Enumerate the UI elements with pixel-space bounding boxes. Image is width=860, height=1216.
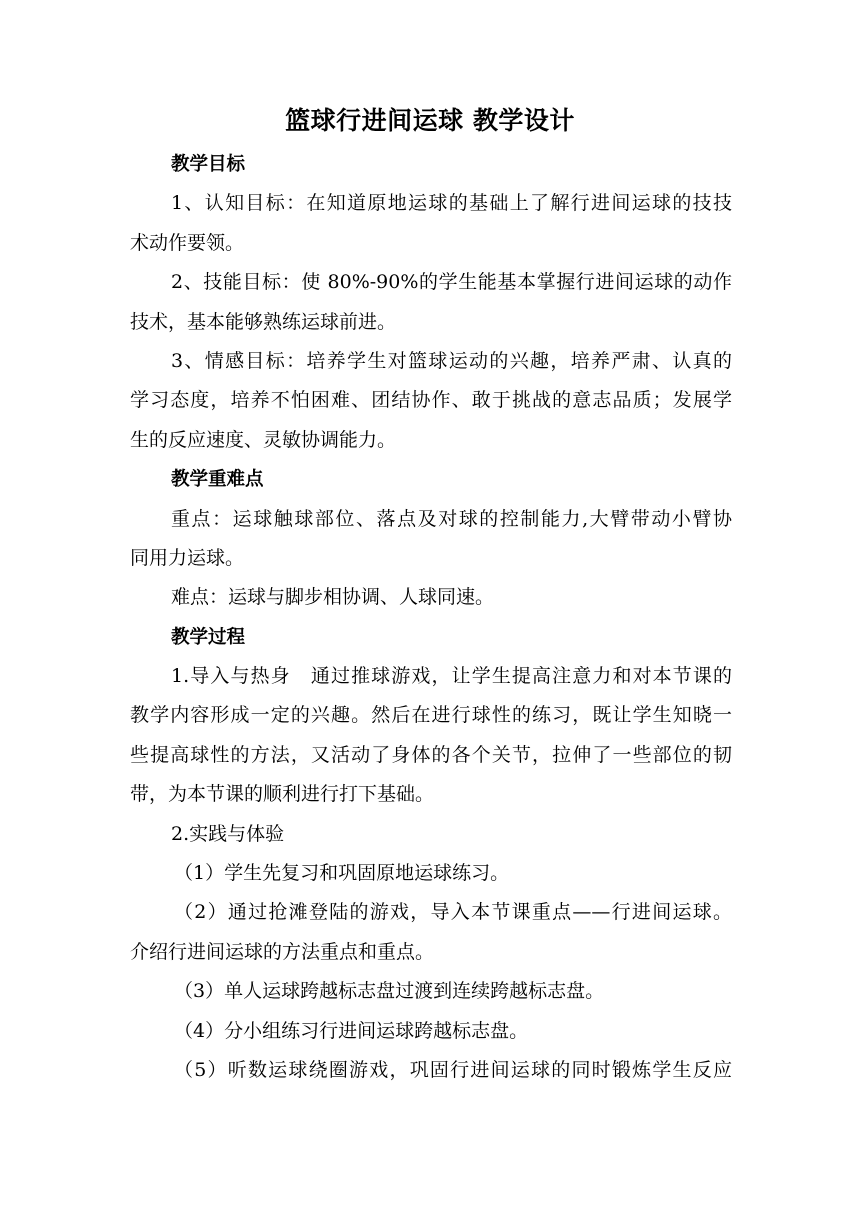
paragraph-step2-line-2: 介绍行进间运球的方法重点和重点。 bbox=[130, 940, 435, 963]
paragraph-step5-line-1: （5）听数运球绕圈游戏，巩固行进间运球的同时锻炼学生反应 bbox=[174, 1058, 732, 1081]
paragraph-warmup-line-2: 教学内容形成一定的兴趣。然后在进行球性的练习，既让学生知晓一 bbox=[130, 704, 732, 727]
paragraph-difficulty-line-1: 难点：运球与脚步相协调、人球同速。 bbox=[171, 586, 495, 609]
paragraph-warmup-line-4: 带，为本节课的顺利进行打下基础。 bbox=[130, 783, 435, 806]
paragraph-focus-line-1: 重点：运球触球部位、落点及对球的控制能力,大臂带动小臂协 bbox=[171, 507, 732, 530]
document-title: 篮球行进间运球 教学设计 bbox=[285, 106, 575, 135]
paragraph-step2-line-1: （2）通过抢滩登陆的游戏，导入本节课重点——行进间运球。 bbox=[174, 901, 732, 924]
paragraph-step1-line-1: （1）学生先复习和巩固原地运球练习。 bbox=[174, 862, 510, 885]
section-heading-objectives: 教学目标 bbox=[171, 154, 246, 175]
paragraph-step3-line-1: （3）单人运球跨越标志盘过渡到连续跨越标志盘。 bbox=[174, 980, 605, 1003]
section-heading-process: 教学过程 bbox=[171, 626, 246, 648]
paragraph-warmup-line-3: 些提高球性的方法，又活动了身体的各个关节，拉伸了一些部位的韧 bbox=[130, 743, 732, 766]
paragraph-step4-line-1: （4）分小组练习行进间运球跨越标志盘。 bbox=[174, 1019, 529, 1042]
document-body bbox=[130, 145, 732, 1090]
paragraph-skill-line-2: 技术，基本能够熟练运球前进。 bbox=[130, 310, 397, 333]
paragraph-emotional-line-1: 3、情感目标：培养学生对篮球运动的兴趣，培养严肃、认真的 bbox=[171, 349, 732, 372]
paragraph-practice-heading: 2.实践与体验 bbox=[171, 822, 285, 845]
paragraph-emotional-line-3: 生的反应速度、灵敏协调能力。 bbox=[130, 428, 397, 451]
paragraph-skill-line-1: 2、技能目标：使 80%-90%的学生能基本掌握行进间运球的动作 bbox=[171, 271, 732, 294]
paragraph-warmup-line-1: 1.导入与热身 通过推球游戏，让学生提高注意力和对本节课的 bbox=[171, 665, 732, 688]
paragraph-emotional-line-2: 学习态度，培养不怕困难、团结协作、敢于挑战的意志品质；发展学 bbox=[130, 389, 732, 412]
paragraph-cognitive-line-1: 1、认知目标：在知道原地运球的基础上了解行进间运球的技技 bbox=[171, 192, 732, 215]
section-heading-key-points: 教学重难点 bbox=[171, 469, 264, 491]
paragraph-focus-line-2: 同用力运球。 bbox=[130, 546, 245, 569]
paragraph-cognitive-line-2: 术动作要领。 bbox=[130, 231, 245, 254]
